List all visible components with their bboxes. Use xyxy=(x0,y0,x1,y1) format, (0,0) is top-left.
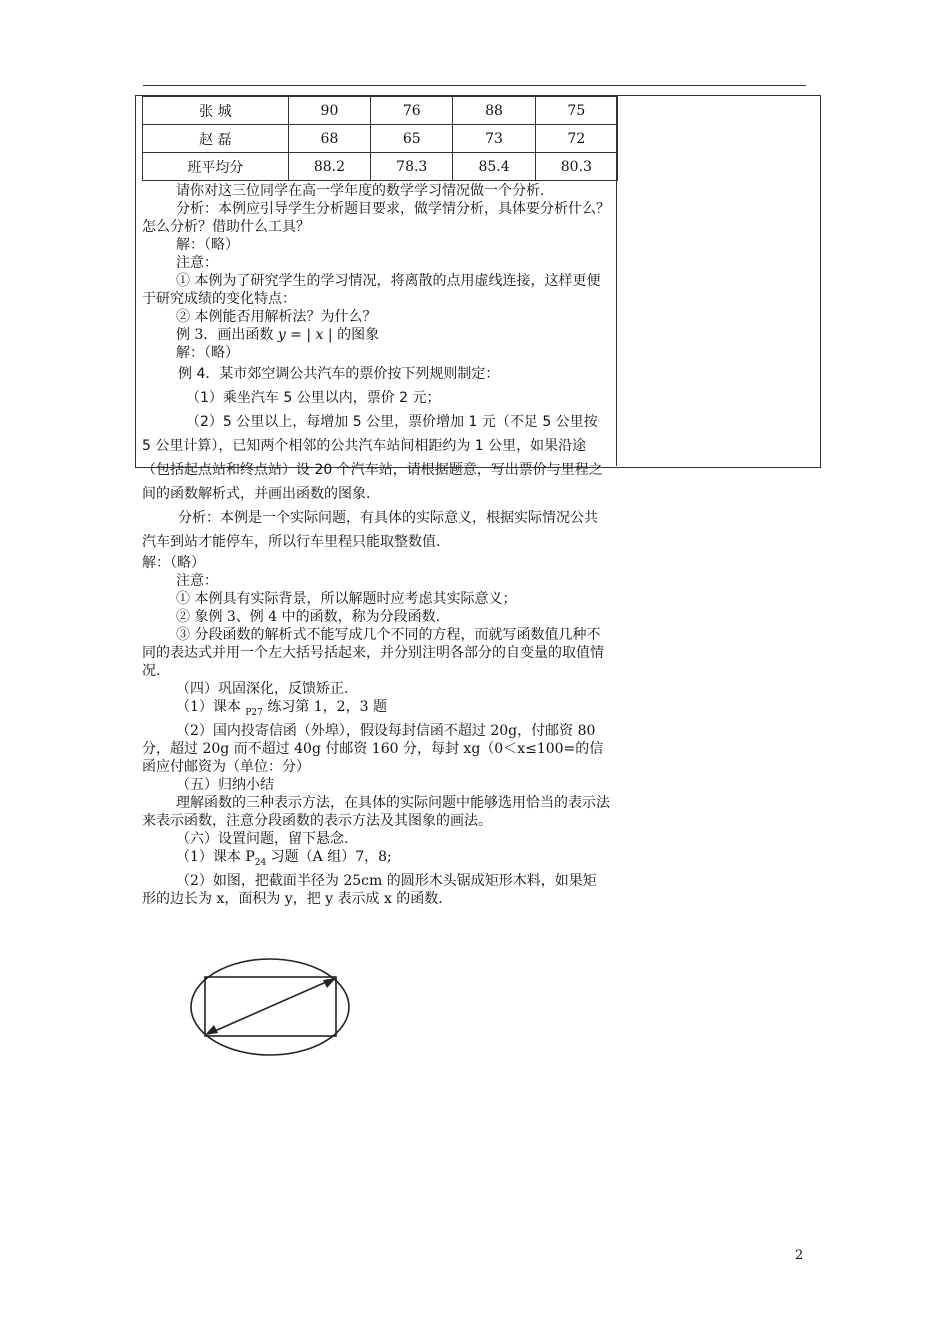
paragraph: 解：（略） xyxy=(142,555,205,571)
text-run: 练习第 1，2，3 题 xyxy=(262,699,387,715)
paragraph: （2）如图，把截面半径为 25cm 的圆形木头锯成矩形木料，如果矩形的边长为 x，面积为 y，把 y 表示成 x 的函数. xyxy=(142,872,597,907)
page-number: 2 xyxy=(795,1248,804,1263)
student-name: 赵 磊 xyxy=(143,125,289,153)
paragraph: （2）国内投寄信函（外埠），假设每封信函不超过 20g，付邮资 80 分，超过 20g 而不超过 40g 付邮资 160 分，每封 xg（0＜x≤100=的信函应付邮资为（单位：分） xyxy=(142,722,604,775)
score-cell: 78.3 xyxy=(371,153,453,181)
paragraph: ③ 分段函数的解析式不能写成几个不同的方程，而就写函数值几种不同的表达式并用一个左大括号括起来，并分别注明各部分的自变量的取值情况. xyxy=(142,627,604,679)
exercise-line xyxy=(142,698,610,722)
paragraph: （五）归纳小结 xyxy=(176,776,274,793)
header-rule xyxy=(143,85,806,86)
score-cell: 76 xyxy=(371,97,453,125)
score-cell: 85.4 xyxy=(453,153,535,181)
score-cell: 73 xyxy=(453,125,535,153)
variable-x: x xyxy=(315,327,324,343)
exercise-line xyxy=(142,848,610,872)
page-ref: P27 xyxy=(245,707,263,718)
paragraph: 分析：本例是一个实际问题，有具体的实际意义，根据实际情况公共汽车到站才能停车，所以行车里程只能取整数值. xyxy=(142,510,598,550)
score-cell: 90 xyxy=(288,97,370,125)
text-run: （1）课本 P xyxy=(176,848,255,865)
paragraph: ① 本例为了研究学生的学习情况，将离散的点用虚线连接，这样更便于研究成绩的变化特点： xyxy=(142,273,601,307)
paragraph: （1）乘坐汽车 5 公里以内，票价 2 元； xyxy=(186,390,441,406)
average-label: 班平均分 xyxy=(143,153,289,181)
paragraph: 解：（略） xyxy=(176,345,239,361)
paragraph: 例 4．某市郊空调公共汽车的票价按下列规则制定： xyxy=(178,366,500,382)
paragraph: （四）巩固深化，反馈矫正. xyxy=(176,681,349,697)
lesson-content xyxy=(142,182,610,908)
paragraph: 请你对这三位同学在高一学年度的数学学习情况做一个分析. xyxy=(176,183,545,199)
table-row xyxy=(143,97,618,125)
arrowhead-icon xyxy=(205,1025,218,1035)
score-cell: 80.3 xyxy=(535,153,617,181)
paragraph: 注意： xyxy=(176,573,218,589)
text-run: （1）课本 xyxy=(176,699,246,715)
student-name: 张 城 xyxy=(143,97,289,125)
text-run: | 的图象 xyxy=(323,327,380,343)
circle-rectangle-figure xyxy=(190,940,354,1056)
arrowhead-icon xyxy=(323,978,336,988)
paragraph: ② 本例能否用解析法？为什么？ xyxy=(176,309,377,325)
paragraph: 分析：本例应引导学生分析题目要求，做学情分析，具体要分析什么？怎么分析？借助什么工具？ xyxy=(142,201,610,235)
table-row xyxy=(143,153,618,181)
variable-y: y xyxy=(277,327,286,343)
paragraph: ② 象例 3、例 4 中的函数，称为分段函数. xyxy=(176,609,441,625)
text-run: = | xyxy=(285,327,316,343)
score-cell: 65 xyxy=(371,125,453,153)
paragraph: （六）设置问题，留下悬念. xyxy=(176,830,349,847)
paragraph: 理解函数的三种表示方法，在具体的实际问题中能够选用恰当的表示法来表示函数，注意分段函数的表示方法及其图象的画法。 xyxy=(142,794,610,829)
paragraph: 解：（略） xyxy=(176,237,239,253)
table-row xyxy=(143,125,618,153)
score-cell: 75 xyxy=(535,97,617,125)
score-cell: 88.2 xyxy=(288,153,370,181)
text-run: 例 3．画出函数 xyxy=(176,327,278,343)
scores-table xyxy=(142,96,618,181)
diagonal-arrow xyxy=(208,979,333,1034)
example-3-line xyxy=(142,326,610,344)
score-cell: 68 xyxy=(288,125,370,153)
page-ref: 24 xyxy=(254,857,267,868)
paragraph: ① 本例具有实际背景，所以解题时应考虑其实际意义； xyxy=(176,591,517,607)
score-cell: 72 xyxy=(535,125,617,153)
paragraph: （2）5 公里以上，每增加 5 公里，票价增加 1 元（不足 5 公里按 5 公里计算），已知两个相邻的公共汽车站间相距约为 1 公里，如果沿途（包括起点站和终点站）设 20 个汽车站，请根据题意，写出票价与里程之间的函数解析式，并画出函数的图象. xyxy=(142,414,603,502)
score-cell: 88 xyxy=(453,97,535,125)
paragraph: 注意： xyxy=(176,255,218,271)
text-run: 习题（A 组）7，8; xyxy=(266,848,392,865)
